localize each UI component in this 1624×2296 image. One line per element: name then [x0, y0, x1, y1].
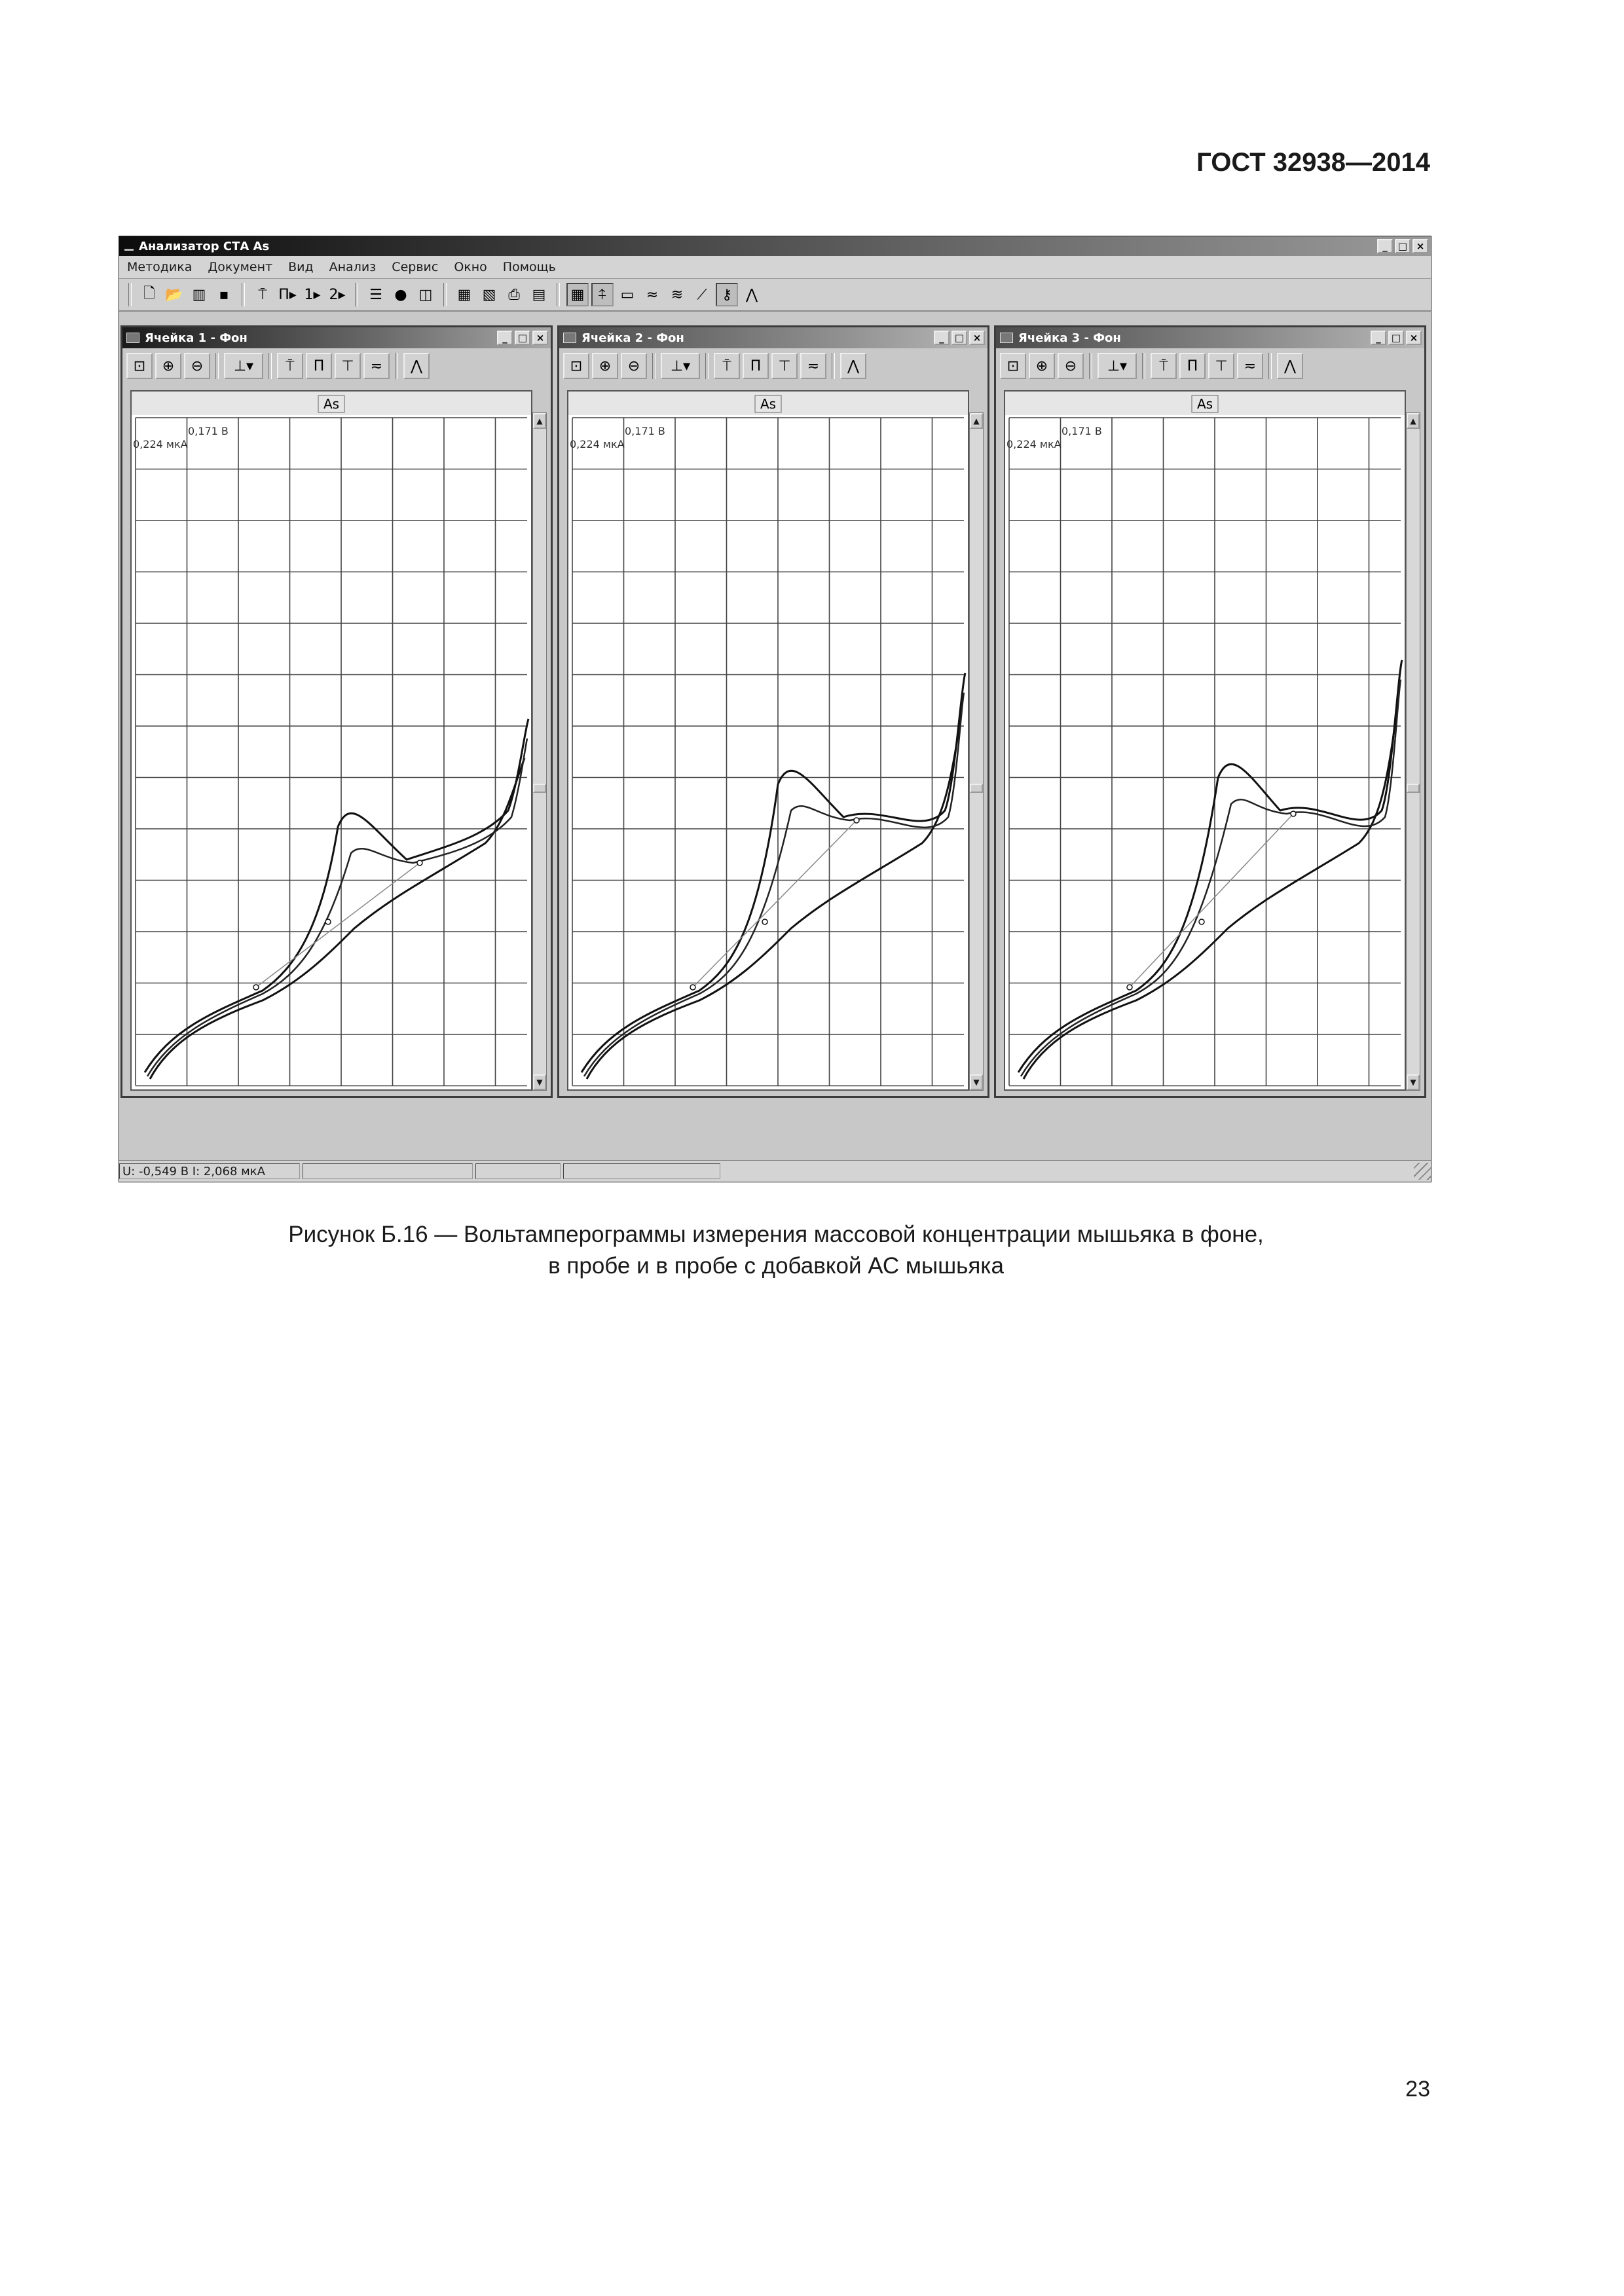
resize-grip-icon[interactable]: [1414, 1163, 1431, 1180]
voltammogram-svg: [1005, 392, 1405, 1089]
voltammogram-svg: [132, 392, 531, 1089]
step-2-button[interactable]: 2 ▸: [329, 286, 346, 303]
cell-3-close-button[interactable]: ×: [1406, 331, 1422, 345]
zoom-in-icon[interactable]: ⊕: [592, 353, 618, 379]
zoom-out-icon[interactable]: ⊖: [1058, 353, 1084, 379]
zoom-out-icon[interactable]: ⊖: [184, 353, 210, 379]
cell-2-window: [557, 325, 989, 1098]
cell-2-title: Ячейка 2 - Фон: [581, 331, 684, 345]
cell-1-maximize-button[interactable]: □: [515, 331, 530, 345]
baseline-dropdown-icon[interactable]: ⊥▾: [1098, 353, 1137, 379]
cell-1-toolbar: [122, 348, 551, 384]
status-cell-empty: [563, 1163, 720, 1179]
cell-3-titlebar[interactable]: [996, 327, 1424, 348]
scroll-up-icon[interactable]: ▲: [533, 413, 546, 429]
caption-line-2: в пробе и в пробе с добавкой АС мышьяка: [548, 1253, 1004, 1279]
cell-icon[interactable]: ◫: [418, 286, 433, 303]
grid-icon[interactable]: ▦: [566, 283, 589, 306]
scroll-up-icon[interactable]: ▲: [970, 413, 983, 429]
menu-bar: [119, 256, 1431, 279]
step-1-label: 1: [304, 286, 314, 303]
zoom-fit-icon[interactable]: ⊡: [126, 353, 153, 379]
sample-addition-curve: [1018, 660, 1402, 1072]
analyzer-window: [119, 236, 1431, 1182]
cell-window-icon: [563, 333, 576, 343]
step-p-icon[interactable]: Π▸: [278, 286, 297, 303]
main-toolbar: [119, 279, 1431, 312]
baseline-marker: [1127, 985, 1132, 990]
peak-area-icon[interactable]: ⋀: [403, 353, 430, 379]
cursor-voltage: 0,171 В: [188, 425, 229, 437]
peak-left-icon[interactable]: ⊤: [1208, 353, 1234, 379]
print-icon[interactable]: ⎙: [508, 286, 520, 303]
figure-caption: [0, 1219, 1552, 1282]
scroll-down-icon[interactable]: ▼: [533, 1074, 546, 1090]
peak-area-icon[interactable]: ⋀: [1277, 353, 1303, 379]
open-folder-icon[interactable]: 📂: [165, 286, 183, 303]
peak-left-icon[interactable]: ⊤: [771, 353, 798, 379]
scroll-thumb[interactable]: [1407, 784, 1420, 793]
zoom-fit-icon[interactable]: ⊡: [1000, 353, 1026, 379]
multiwave-icon[interactable]: ≋: [671, 286, 684, 303]
page-number: 23: [1405, 2077, 1430, 2102]
image-icon[interactable]: ▧: [482, 286, 496, 303]
voltammogram-svg: [568, 392, 968, 1089]
peak-top-icon[interactable]: ⍑: [714, 353, 740, 379]
vertical-scrollbar[interactable]: [1406, 412, 1420, 1091]
peak-area-icon[interactable]: ⋀: [840, 353, 866, 379]
peak-width-icon[interactable]: Π: [306, 353, 332, 379]
scroll-thumb[interactable]: [970, 784, 983, 793]
cursor-current: 0,224 мкА: [133, 438, 188, 450]
step-1-button[interactable]: 1 ▸: [304, 286, 321, 303]
menu-vid[interactable]: Вид: [288, 260, 314, 274]
vertical-scrollbar[interactable]: [532, 412, 547, 1091]
sample-curve: [1021, 680, 1401, 1076]
element-label: As: [1196, 396, 1213, 412]
word-icon[interactable]: ▤: [532, 286, 546, 303]
peak-left-icon[interactable]: ⊤: [335, 353, 361, 379]
minimize-button[interactable]: _: [1377, 239, 1393, 253]
sample-addition-curve: [581, 673, 965, 1072]
cell-3-title: Ячейка 3 - Фон: [1018, 331, 1121, 345]
status-readout: U: -0,549 В I: 2,068 мкА: [119, 1163, 300, 1179]
element-label: As: [760, 396, 777, 412]
scroll-up-icon[interactable]: ▲: [1407, 413, 1420, 429]
menu-dokument[interactable]: Документ: [208, 260, 273, 274]
peak-width-icon[interactable]: Π: [743, 353, 769, 379]
zoom-fit-icon[interactable]: ⊡: [563, 353, 589, 379]
cell-1-close-button[interactable]: ×: [532, 331, 548, 345]
baseline-marker: [690, 985, 695, 990]
voltammogram-plot[interactable]: [1004, 390, 1406, 1091]
baseline-marker: [253, 985, 259, 990]
baseline-marker: [1291, 811, 1296, 816]
list-icon[interactable]: ☰: [369, 286, 382, 303]
peak-baseline: [693, 820, 857, 987]
element-label: As: [323, 396, 340, 412]
peak-top-icon[interactable]: ⍑: [277, 353, 303, 379]
cell-3-toolbar: [996, 348, 1424, 384]
baseline-marker: [417, 860, 422, 866]
peak-baseline: [256, 863, 420, 987]
status-cell-empty: [303, 1163, 473, 1179]
zoom-out-icon[interactable]: ⊖: [621, 353, 647, 379]
cell-2-minimize-button[interactable]: _: [934, 331, 950, 345]
cell-3-minimize-button[interactable]: _: [1371, 331, 1386, 345]
export-icon[interactable]: ▦: [457, 286, 471, 303]
baseline-marker: [762, 919, 767, 924]
background-curve: [150, 758, 525, 1079]
peak-icon[interactable]: ⋀: [745, 286, 758, 303]
cell-window-icon: [126, 333, 139, 343]
book-icon[interactable]: ▥: [192, 286, 206, 303]
zoom-in-icon[interactable]: ⊕: [1029, 353, 1055, 379]
save-icon[interactable]: ▪: [219, 286, 229, 303]
baseline-marker: [325, 919, 331, 924]
peak-baseline: [1130, 814, 1293, 987]
cell-window-icon: [1000, 333, 1013, 343]
app-icon: [124, 242, 134, 251]
app-titlebar[interactable]: [119, 236, 1431, 256]
baseline-marker: [1199, 919, 1204, 924]
peak-marker-icon[interactable]: ⍑: [258, 286, 267, 303]
drop-icon[interactable]: ●: [394, 286, 407, 303]
menu-analiz[interactable]: Анализ: [329, 260, 377, 274]
peak-right-icon[interactable]: ≂: [363, 353, 390, 379]
document-standard-header: ГОСТ 32938—2014: [1196, 148, 1430, 177]
scroll-down-icon[interactable]: ▼: [970, 1074, 983, 1090]
close-button[interactable]: ×: [1412, 239, 1428, 253]
baseline-dropdown-icon[interactable]: ⊥▾: [661, 353, 700, 379]
baseline-dropdown-icon[interactable]: ⊥▾: [224, 353, 263, 379]
menu-servis[interactable]: Сервис: [392, 260, 439, 274]
menu-metodika[interactable]: Методика: [127, 260, 193, 274]
vertical-scrollbar[interactable]: [969, 412, 984, 1091]
voltammogram-plot[interactable]: [567, 390, 969, 1091]
cell-1-title: Ячейка 1 - Фон: [145, 331, 248, 345]
cell-1-titlebar[interactable]: [122, 327, 551, 348]
cursor-voltage: 0,171 В: [625, 425, 665, 437]
cell-1-window: [120, 325, 553, 1098]
maximize-button[interactable]: □: [1395, 239, 1411, 253]
cell-2-titlebar[interactable]: [559, 327, 987, 348]
cell-2-close-button[interactable]: ×: [969, 331, 985, 345]
peak-right-icon[interactable]: ≂: [800, 353, 826, 379]
wave-icon[interactable]: ≈: [646, 286, 659, 303]
scroll-thumb[interactable]: [533, 784, 546, 793]
cell-1-minimize-button[interactable]: _: [497, 331, 513, 345]
menu-okno[interactable]: Окно: [454, 260, 487, 274]
menu-pomosh[interactable]: Помощь: [502, 260, 556, 274]
status-cell-empty: [475, 1163, 561, 1179]
peak-width-icon[interactable]: Π: [1179, 353, 1206, 379]
cursor-current: 0,224 мкА: [570, 438, 625, 450]
key-icon[interactable]: ⚷: [716, 283, 738, 306]
new-file-icon[interactable]: 🗋: [143, 285, 155, 302]
cell-3-maximize-button[interactable]: □: [1388, 331, 1404, 345]
cursor-voltage: 0,171 В: [1061, 425, 1102, 437]
cursor-current: 0,224 мкА: [1006, 438, 1061, 450]
cell-2-maximize-button[interactable]: □: [951, 331, 967, 345]
cell-3-window: [994, 325, 1426, 1098]
status-bar: [119, 1160, 1431, 1182]
ruler-icon[interactable]: ▭: [620, 286, 635, 303]
caption-line-1: Рисунок Б.16 — Вольтамперограммы измерения массовой концентрации мышьяка в фоне,: [288, 1222, 1264, 1247]
step-2-label: 2: [329, 286, 339, 303]
cell-2-toolbar: [559, 348, 987, 384]
zoom-in-icon[interactable]: ⊕: [155, 353, 181, 379]
background-curve: [587, 712, 961, 1079]
cursor-icon[interactable]: ⍏: [591, 283, 614, 306]
peak-right-icon[interactable]: ≂: [1237, 353, 1263, 379]
chart-icon[interactable]: ⟋: [697, 286, 707, 303]
baseline-marker: [854, 818, 859, 823]
app-title: Анализатор СТА As: [139, 239, 270, 253]
peak-top-icon[interactable]: ⍑: [1151, 353, 1177, 379]
scroll-down-icon[interactable]: ▼: [1407, 1074, 1420, 1090]
voltammogram-plot[interactable]: [130, 390, 532, 1091]
